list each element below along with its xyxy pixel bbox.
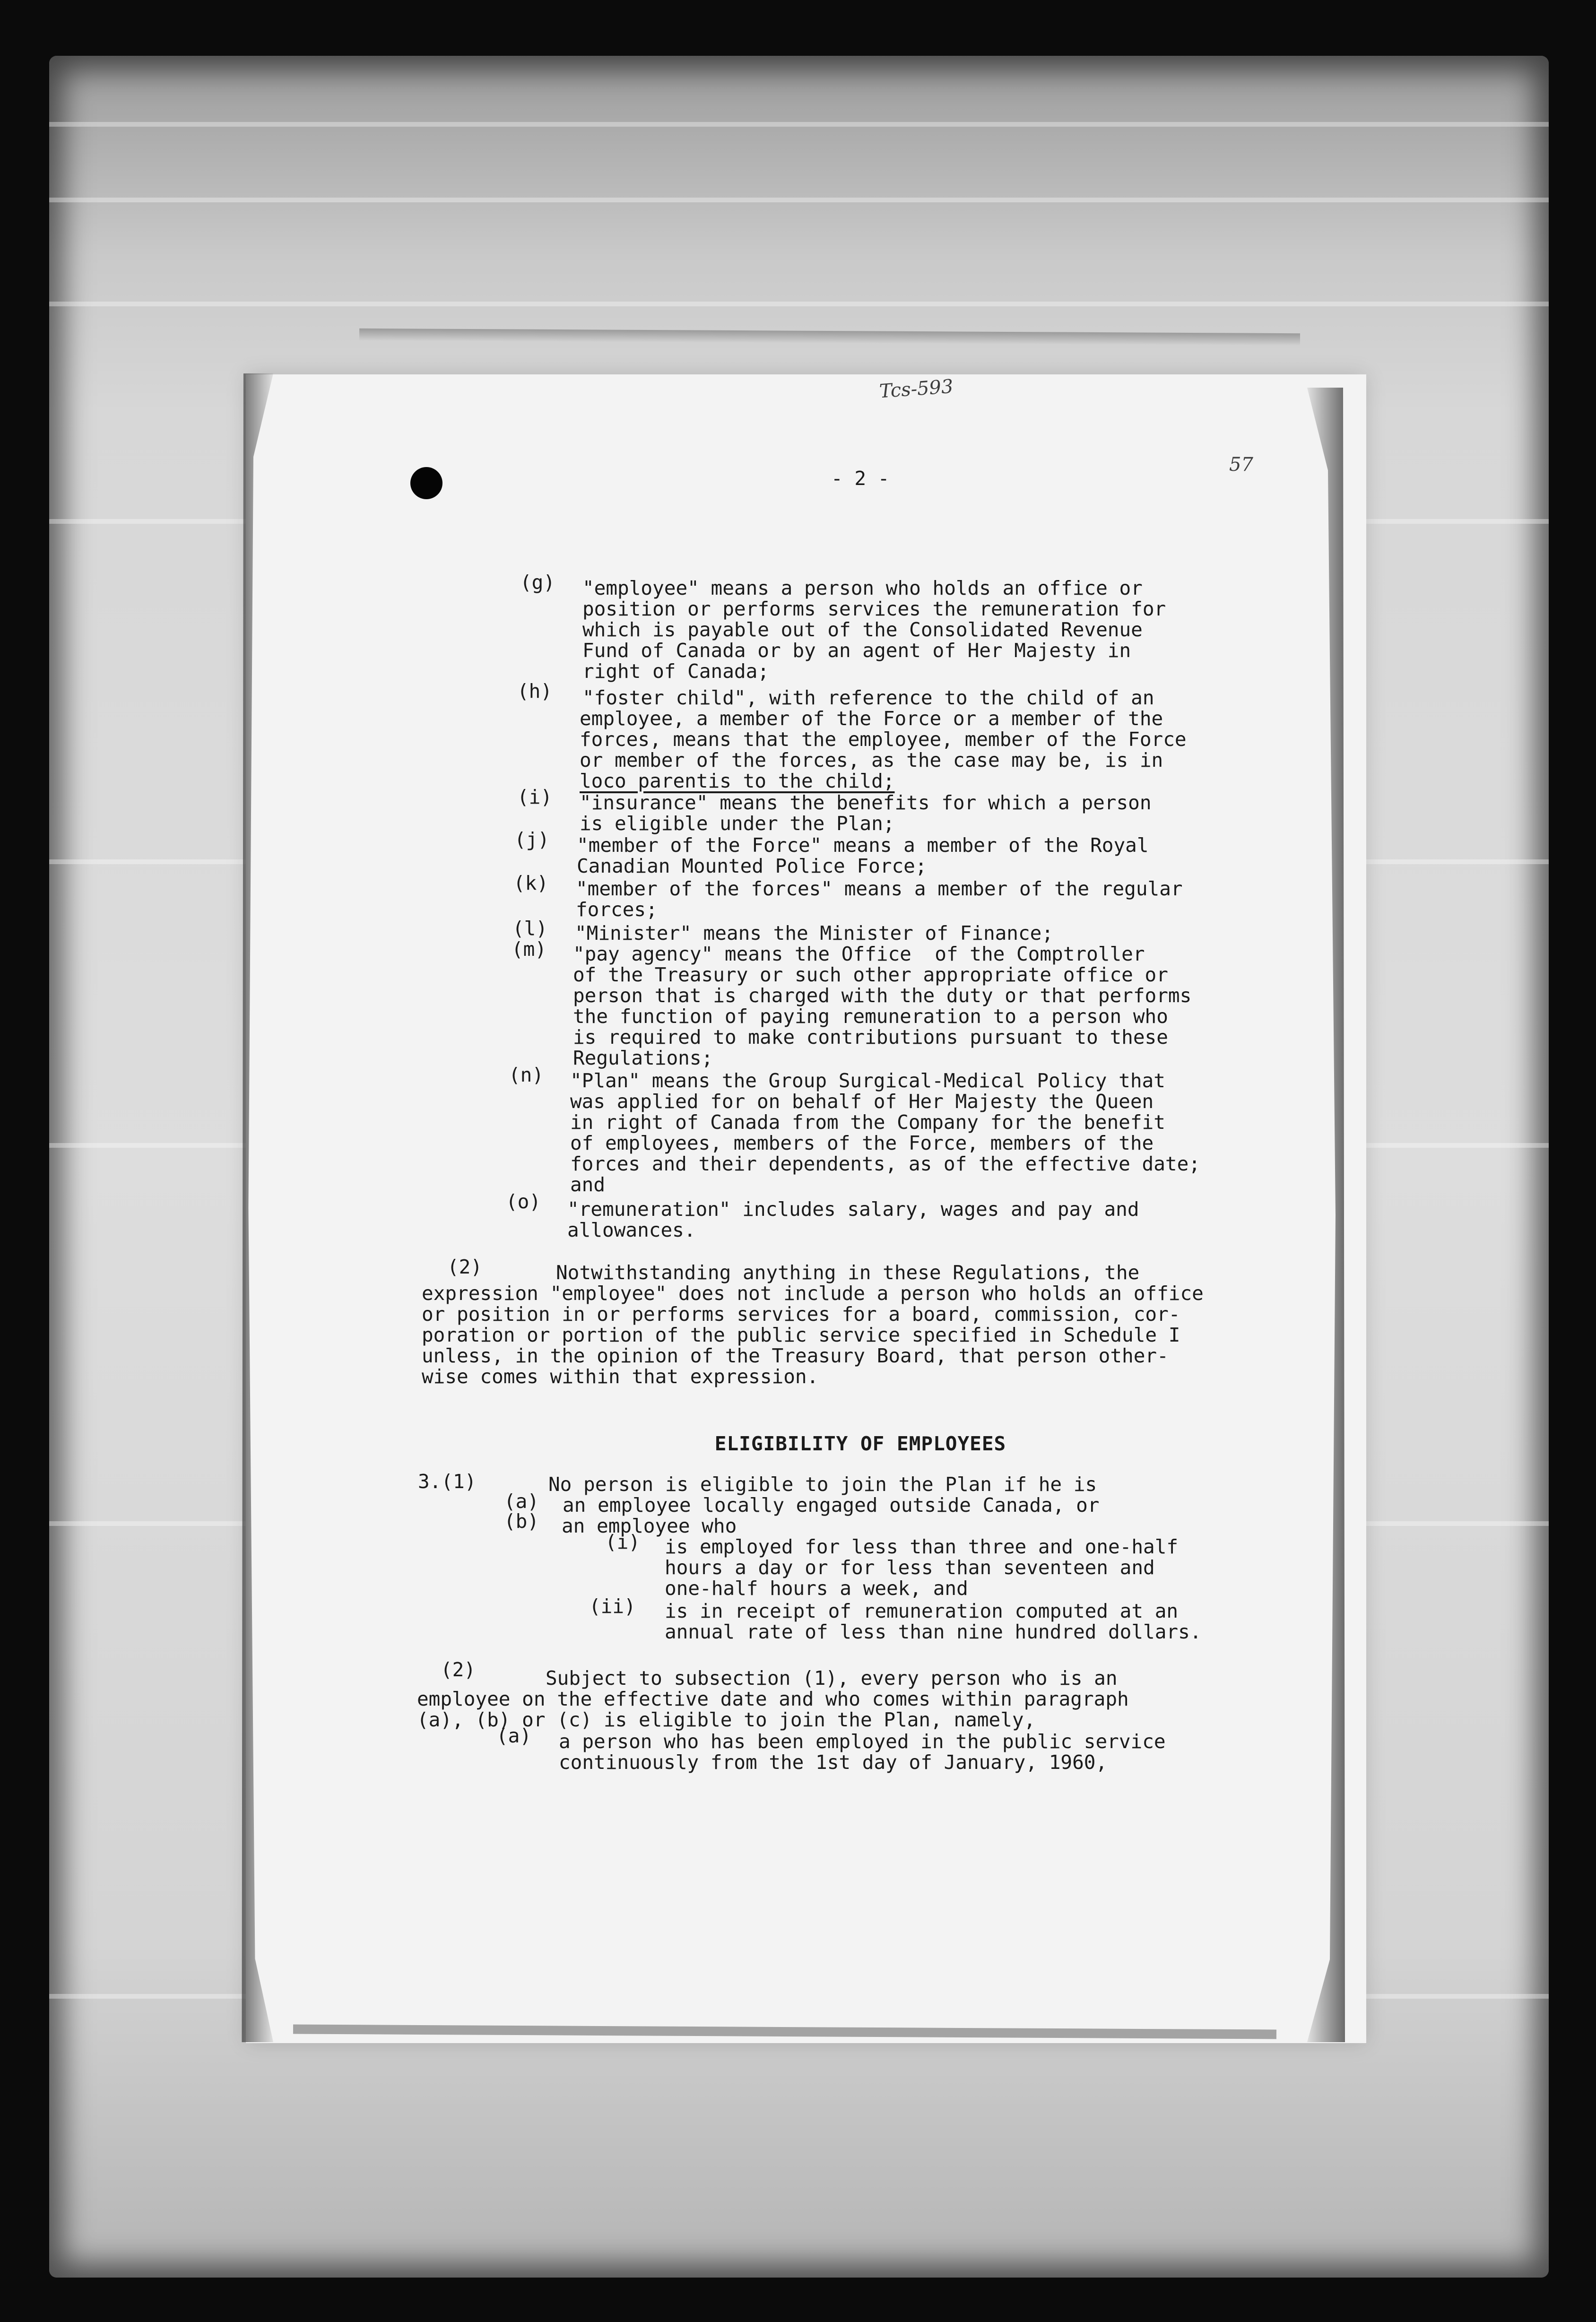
paragraph-line: employee on the effective date and who comes within paragraph xyxy=(417,1688,1129,1710)
def-line: right of Canada; xyxy=(582,660,769,683)
def-line: forces; xyxy=(576,898,658,921)
def-line: position or performs services the remuneration for xyxy=(582,598,1166,620)
def-line: Canadian Mounted Police Force; xyxy=(577,855,927,877)
def-line: person that is charged with the duty or that performs xyxy=(573,984,1192,1007)
def-line: "member of the forces" means a member of the regular xyxy=(576,877,1183,900)
corner-mark: 57 xyxy=(1229,454,1253,476)
def-line: is eligible under the Plan; xyxy=(580,812,895,835)
subitem-label: (ii) xyxy=(589,1595,636,1618)
item-line: continuously from the 1st day of January, 1960, xyxy=(559,1751,1108,1774)
paragraph-line: or position in or performs services for a board, commission, cor- xyxy=(422,1303,1180,1326)
subitem-line: is employed for less than three and one-half xyxy=(665,1535,1179,1558)
subitem-line: one-half hours a week, and xyxy=(665,1577,968,1600)
def-label: (m) xyxy=(512,938,547,961)
def-line: which is payable out of the Consolidated Revenue xyxy=(582,618,1143,641)
item-line: a person who has been employed in the public service xyxy=(559,1730,1166,1753)
def-label: (n) xyxy=(509,1064,544,1086)
def-label: (h) xyxy=(517,680,553,702)
paragraph-line: No person is eligible to join the Plan if he is xyxy=(548,1473,1097,1496)
page-number: - 2 - xyxy=(831,467,890,490)
def-line: was applied for on behalf of Her Majesty the Queen xyxy=(570,1090,1154,1113)
def-line: of the Treasury or such other appropriate office or xyxy=(573,963,1168,986)
item-label: (a) xyxy=(496,1724,532,1747)
def-line: employee, a member of the Force or a member of the xyxy=(580,707,1163,730)
def-line: "member of the Force" means a member of the Royal xyxy=(577,834,1149,857)
def-label: (g) xyxy=(520,571,555,594)
paragraph-line: (a), (b) or (c) is eligible to join the Plan, namely, xyxy=(417,1708,1036,1731)
def-line: loco parentis to the child; xyxy=(580,770,895,792)
subitem-label: (i) xyxy=(605,1531,641,1553)
def-label: (o) xyxy=(506,1190,541,1213)
def-line: forces and their dependents, as of the effective date; xyxy=(570,1152,1200,1175)
def-line: or member of the forces, as the case may be, is in xyxy=(580,749,1163,771)
item-label: (a) xyxy=(504,1490,539,1513)
subsection-label: (2) xyxy=(441,1658,476,1681)
def-line: in right of Canada from the Company for the benefit xyxy=(570,1111,1165,1134)
section-heading: ELIGIBILITY OF EMPLOYEES xyxy=(714,1432,1006,1455)
def-line: "pay agency" means the Office of the Comptroller xyxy=(573,943,1145,965)
paragraph-line: Notwithstanding anything in these Regulations, the xyxy=(556,1261,1140,1284)
def-line: is required to make contributions pursuant to these xyxy=(573,1026,1168,1048)
def-line: of employees, members of the Force, members of the xyxy=(570,1132,1154,1154)
def-line: the function of paying remuneration to a person who xyxy=(573,1005,1168,1028)
paragraph-line: unless, in the opinion of the Treasury Board, that person other- xyxy=(422,1344,1169,1367)
def-label: (l) xyxy=(512,917,548,940)
subitem-line: annual rate of less than nine hundred dollars. xyxy=(665,1620,1202,1643)
def-line: "foster child", with reference to the child of an xyxy=(582,686,1154,709)
punch-hole xyxy=(410,467,442,499)
def-line: "remuneration" includes salary, wages and pay and xyxy=(567,1198,1139,1221)
section-label: 3.(1) xyxy=(418,1470,477,1493)
def-line: "Minister" means the Minister of Finance; xyxy=(575,922,1054,944)
paragraph-line: Subject to subsection (1), every person who is an xyxy=(546,1667,1118,1690)
handwritten-reference: Tcs-593 xyxy=(878,375,954,403)
def-line: Regulations; xyxy=(573,1047,713,1069)
item-line: an employee who xyxy=(562,1515,737,1537)
subitem-line: is in receipt of remuneration computed at an xyxy=(665,1600,1179,1622)
subitem-line: hours a day or for less than seventeen and xyxy=(665,1556,1155,1579)
def-line: "employee" means a person who holds an office or xyxy=(582,577,1143,599)
paragraph-line: expression "employee" does not include a person who holds an office xyxy=(422,1282,1204,1305)
item-label: (b) xyxy=(504,1510,539,1533)
def-line: Fund of Canada or by an agent of Her Majesty in xyxy=(582,639,1131,662)
def-line: forces, means that the employee, member of the Force xyxy=(580,728,1187,751)
item-line: an employee locally engaged outside Canada, or xyxy=(563,1494,1100,1516)
def-line: and xyxy=(570,1173,606,1196)
def-label: (j) xyxy=(514,828,550,851)
def-label: (k) xyxy=(513,872,549,894)
paragraph-line: wise comes within that expression. xyxy=(422,1365,819,1388)
def-line: "Plan" means the Group Surgical-Medical Policy that xyxy=(570,1069,1165,1092)
def-line: allowances. xyxy=(567,1219,696,1241)
subsection-label: (2) xyxy=(447,1256,483,1278)
def-line: "insurance" means the benefits for which a person xyxy=(580,791,1152,814)
def-label: (i) xyxy=(517,786,553,808)
paragraph-line: poration or portion of the public service specified in Schedule I xyxy=(422,1324,1180,1346)
